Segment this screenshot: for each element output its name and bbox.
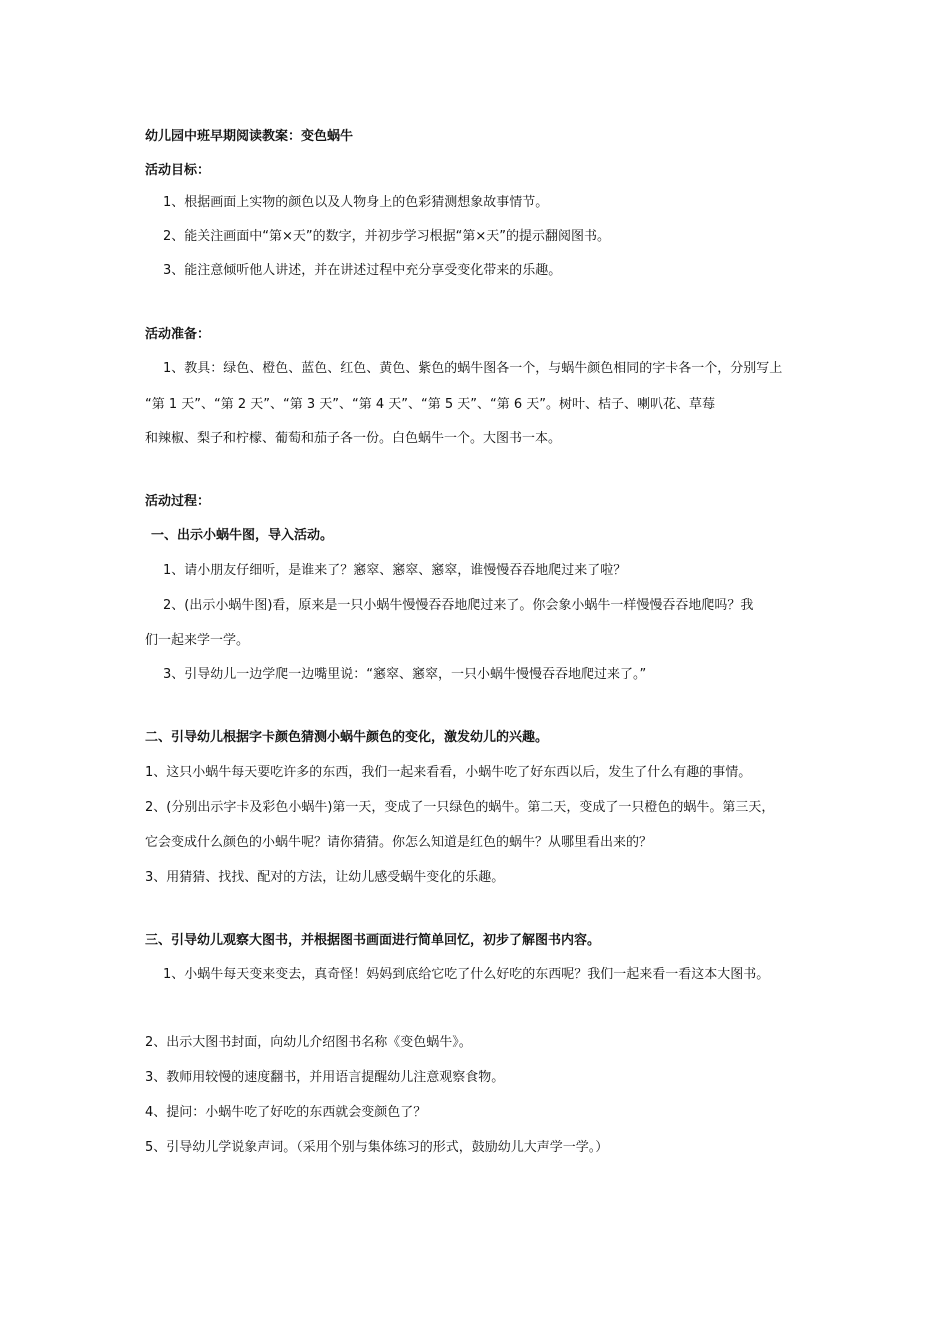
preparation-heading: 活动准备： <box>145 327 211 342</box>
section2-line-3: 它会变成什么颜色的小蜗牛呢？请你猜猜。你怎么知道是红色的蜗牛？从哪里看出来的？ <box>145 835 653 850</box>
section3-line-3: 3、教师用较慢的速度翻书，并用语言提醒幼儿注意观察食物。 <box>145 1070 505 1085</box>
section2-line-4: 3、用猜猜、找找、配对的方法，让幼儿感受蜗牛变化的乐趣。 <box>145 870 505 885</box>
document-title: 幼儿园中班早期阅读教案：变色蜗牛 <box>145 129 354 144</box>
section3-line-2: 2、出示大图书封面，向幼儿介绍图书名称《变色蜗牛》。 <box>145 1035 472 1050</box>
preparation-line-3: 和辣椒、梨子和柠檬、葡萄和茄子各一份。白色蜗牛一个。大图书一本。 <box>145 431 562 446</box>
section3-line-4: 4、提问：小蜗牛吃了好吃的东西就会变颜色了？ <box>145 1105 427 1120</box>
section3-line-1: 1、小蜗牛每天变来变去，真奇怪！妈妈到底给它吃了什么好吃的东西呢？我们一起来看一看这本大图书。 <box>163 967 770 982</box>
goal-item-1: 1、根据画面上实物的颜色以及人物身上的色彩猜测想象故事情节。 <box>163 195 549 210</box>
section2-heading: 二、引导幼儿根据字卡颜色猜测小蜗牛颜色的变化，激发幼儿的兴趣。 <box>145 730 549 745</box>
section3-line-5: 5、引导幼儿学说象声词。（采用个别与集体练习的形式，鼓励幼儿大声学一学。） <box>145 1140 609 1155</box>
section1-heading: 一、出示小蜗牛图，导入活动。 <box>151 528 334 543</box>
section2-line-1: 1、这只小蜗牛每天要吃许多的东西，我们一起来看看，小蜗牛吃了好东西以后，发生了什么有趣的事情。 <box>145 765 752 780</box>
section3-heading: 三、引导幼儿观察大图书，并根据图书画面进行简单回忆，初步了解图书内容。 <box>145 933 601 948</box>
section1-line-3: 们一起来学一学。 <box>145 633 250 648</box>
preparation-line-1: 1、教具：绿色、橙色、蓝色、红色、黄色、紫色的蜗牛图各一个，与蜗牛颜色相同的字卡各一个，分别写上 <box>163 361 783 376</box>
goals-heading: 活动目标： <box>145 163 211 178</box>
goal-item-2: 2、能关注画面中“第×天”的数字，并初步学习根据“第×天”的提示翻阅图书。 <box>163 229 610 244</box>
section1-line-4: 3、引导幼儿一边学爬一边嘴里说：“窸窣、窸窣，一只小蜗牛慢慢吞吞地爬过来了。” <box>163 667 647 682</box>
goal-item-3: 3、能注意倾听他人讲述，并在讲述过程中充分享受变化带来的乐趣。 <box>163 263 562 278</box>
section1-line-2: 2、(出示小蜗牛图)看，原来是一只小蜗牛慢慢吞吞地爬过来了。你会象小蜗牛一样慢慢吞吞地爬吗？我 <box>163 598 754 613</box>
section2-line-2: 2、(分别出示字卡及彩色小蜗牛)第一天，变成了一只绿色的蜗牛。第二天，变成了一只橙色的蜗牛。第三天， <box>145 800 775 815</box>
section1-line-1: 1、请小朋友仔细听，是谁来了？窸窣、窸窣、窸窣，谁慢慢吞吞地爬过来了啦？ <box>163 563 627 578</box>
preparation-line-2: “第 1 天”、“第 2 天”、“第 3 天”、“第 4 天”、“第 5 天”、“第 6 天”。树叶、桔子、喇叭花、草莓 <box>145 397 716 412</box>
process-heading: 活动过程： <box>145 494 211 509</box>
